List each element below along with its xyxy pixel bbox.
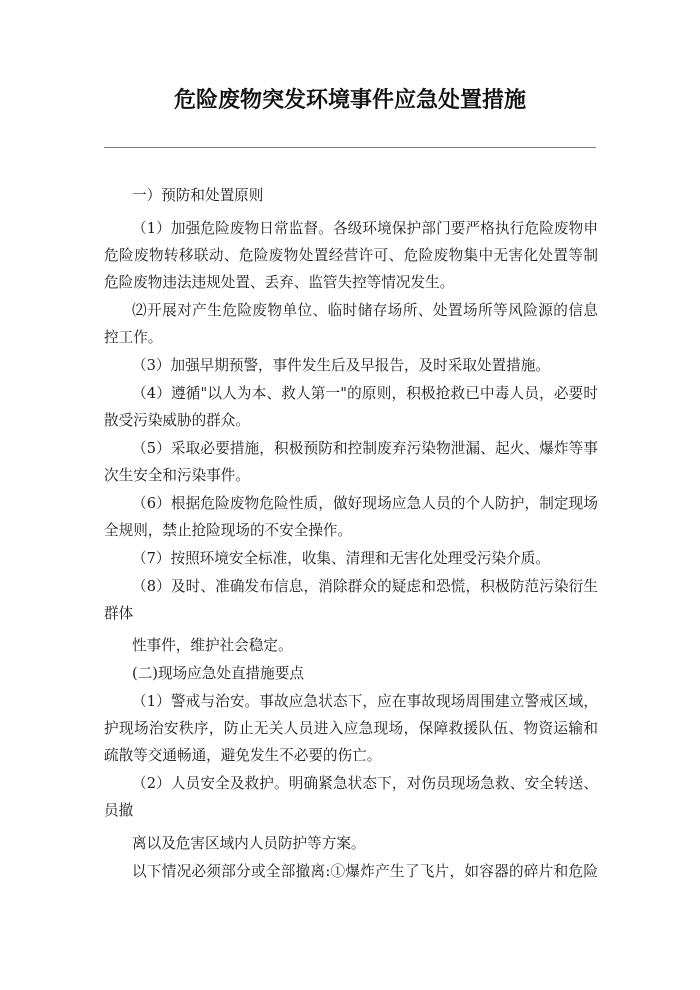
paragraph-line: 全规则，禁止抢险现场的不安全操作。	[104, 521, 353, 539]
section-heading-prevention: 一）预防和处置原则	[132, 187, 264, 204]
paragraph-line: （4）遵循"以人为本、救人第一"的原则，积极抢救已中毒人员，必要时	[132, 384, 598, 402]
paragraph-line: 以下情况必须部分或全部撤离:①爆炸产生了飞片，如容器的碎片和危险	[132, 862, 598, 880]
paragraph-line: （7）按照环境安全标准，收集、清理和无害化处理受污染介质。	[132, 549, 550, 567]
paragraph-line: （2）人员安全及救护。明确紧急状态下，对伤员现场急救、安全转送、	[132, 775, 598, 792]
page-title: 危险废物突发环境事件应急处置措施	[173, 88, 526, 113]
paragraph-line: 疏散等交通畅通，避免发生不必要的伤亡。	[104, 747, 382, 764]
paragraph-line: （6）根据危险废物危险性质，做好现场应急人员的个人防护，制定现场	[132, 494, 598, 512]
paragraph-line: 护现场治安秩序，防止无关人员进入应急现场，保障救援队伍、物资运输和	[104, 720, 598, 737]
paragraph-line: ⑵开展对产生危险废物单位、临时储存场所、处置场所等风险源的信息	[132, 301, 598, 319]
paragraph-line: （1）警戒与治安。事故应急状态下，应在事故现场周围建立警戒区域，	[132, 693, 598, 710]
paragraph-line: （8）及时、准确发布信息，消除群众的疑虑和恐慌，积极防范污染衍生	[132, 577, 598, 595]
paragraph-line: 危险废物转移联动、危险废物处置经营许可、危险废物集中无害化处置等制	[104, 246, 598, 264]
paragraph-line: （5）采取必要措施，积极预防和控制废弃污染物泄漏、起火、爆炸等事	[132, 439, 598, 457]
section-heading-onsite: (二)现场应急处直措施要点	[132, 665, 304, 682]
paragraph-line: 性事件，维护社会稳定。	[132, 637, 293, 654]
title-divider	[104, 147, 596, 148]
paragraph-line: 群体	[104, 604, 134, 622]
paragraph-line: 次生安全和污染事件。	[104, 466, 250, 484]
paragraph-line: 散受污染威胁的群众。	[104, 411, 250, 429]
paragraph-line: （3）加强早期预警，事件发生后及早报告，及时采取处置措施。	[132, 356, 550, 374]
paragraph-line: 控工作。	[104, 328, 163, 346]
paragraph-line: 危险废物违法违规处置、丢弃、监管失控等情况发生。	[104, 273, 455, 291]
paragraph-line: （1）加强危险废物日常监督。各级环境保护部门要严格执行危险废物申	[132, 219, 598, 237]
paragraph-line: 离以及危害区域内人员防护等方案。	[132, 834, 366, 852]
paragraph-line: 员撤	[104, 802, 134, 819]
document-body	[104, 184, 598, 883]
